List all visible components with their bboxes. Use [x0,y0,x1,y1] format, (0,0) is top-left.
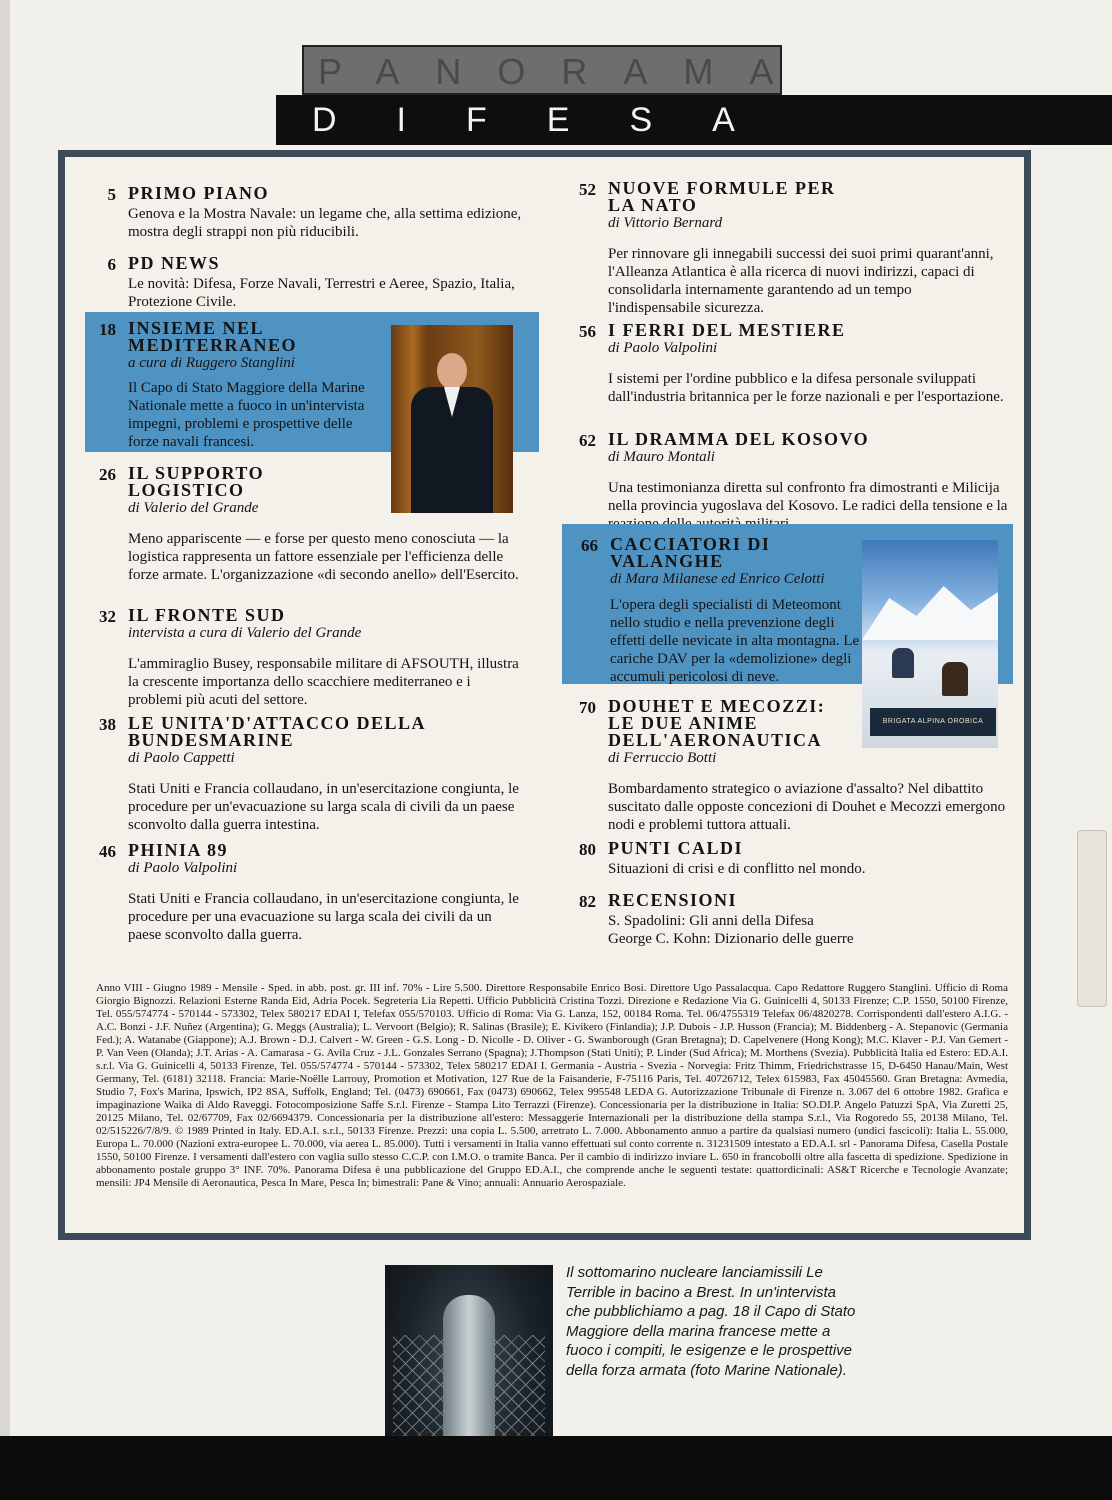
article-author: di Mauro Montali [608,449,715,465]
toc-entry-52[interactable] [538,180,1008,317]
article-title: PD NEWS [128,253,221,273]
photo-mountain [862,580,998,640]
toc-entry-80[interactable] [538,840,1008,878]
toc-entry-6[interactable] [58,255,528,311]
article-summary: Per rinnovare gli innegabili successi dei suoi primi quarant'anni, l'Alleanza Atlantica è alla ricerca di nuovi indirizzi, capaci di consolidarla internamente garantendo ad un tempo l'indispensabile sicurezza. [608,246,994,316]
article-summary: I sistemi per l'ordine pubblico e la difesa personale sviluppati dall'industria britannica per le forze nazionali e per l'esportazione. [608,371,1004,405]
article-summary: Una testimonianza diretta sul confronto fra dimostranti e Milicija nella provincia yugoslava del Kosovo. Le radici della tensione e la [608,480,1008,514]
article-author: intervista a cura di Valerio del Grande [128,625,362,641]
page-number: 18 [99,320,116,339]
article-title: LE UNITA'D'ATTACCO DELLA BUNDESMARINE [128,713,426,750]
toc-entry-70[interactable] [538,698,1008,834]
article-summary: Il Capo di Stato Maggiore della Marine Nationale mette a fuoco in un'intervista impegni, problemi e prospettive delle forze navali francesi. [128,380,365,450]
page-number: 80 [579,840,596,859]
article-title: PHINIA 89 [128,840,229,860]
page-number: 52 [579,180,596,199]
article-title: PUNTI CALDI [608,838,744,858]
page-number: 32 [99,607,116,626]
page-edge [0,0,10,1500]
photo-figure [942,662,968,696]
photo-sign: BRIGATA ALPINA OROBICA [870,708,996,736]
page-number: 56 [579,322,596,341]
article-summary: Meno appariscente — e forse per questo meno conosciuta — la logistica rappresenta un fattore essenziale per l'efficienza delle forze armate. L'organizzazione «di secondo anello» dell'Esercito. [128,531,519,583]
toc-entry-62[interactable] [538,431,1008,533]
page-number: 5 [107,185,116,204]
toc-entry-46[interactable] [58,842,528,944]
article-author: di Mara Milanese ed Enrico Celotti [610,571,825,587]
toc-entry-38[interactable] [58,715,528,834]
page-number: 6 [107,255,116,274]
masthead-difesa: DIFESA [276,95,1112,145]
article-title: PRIMO PIANO [128,183,269,203]
article-title: I FERRI DEL MESTIERE [608,320,846,340]
toc-entry-26[interactable] [58,465,528,584]
photo-caption: Il sottomarino nucleare lanciamissili Le Terrible in bacino a Brest. In un'intervista che pubblichiamo a pag. 18 il Capo di Stato Maggiore della marina francese mette a fuoco i compiti, le esigenze e le prospettive della forza armata (foto Marine Nationale). [566,1264,856,1379]
toc-entry-82[interactable] [538,892,1008,948]
article-summary: Stati Uniti e Francia collaudano, in un'esercitazione congiunta, le procedure per un'evacuazione su larga scala di civili da un paese sconvolto dalla guerra intestina. [128,781,519,833]
article-summary: Situazioni di crisi e di conflitto nel mondo. [608,861,866,877]
page-number: 70 [579,698,596,717]
toc-entry-56[interactable] [538,322,1008,406]
toc-entry-5[interactable] [58,185,528,241]
article-author: di Paolo Cappetti [128,750,235,766]
article-summary: Le novità: Difesa, Forze Navali, Terrestri e Aeree, Spazio, Italia, Protezione Civile. [128,276,515,310]
article-title: IL SUPPORTO LOGISTICO [128,463,265,500]
article-title: IL DRAMMA DEL KOSOVO [608,429,870,449]
page-number: 82 [579,892,596,911]
photo-figure-head [437,353,467,389]
article-summary: Genova e la Mostra Navale: un legame che, alla settima edizione, mostra degli strappi non più riducibili. [128,206,522,240]
article-author: di Paolo Valpolini [608,340,718,356]
article-summary: Bombardamento strategico o aviazione d'assalto? Nel dibattito suscitato dalle opposte concezioni di Douhet e Mecozzi emergono nodi e problemi tuttora attuali. [608,781,1006,833]
article-summary: Stati Uniti e Francia collaudano, in un'esercitazione congiunta, le procedure per una evacuazione su larga scala dei civili da un paese sconvolto dalla guerra. [128,891,519,943]
colophon: Anno VIII - Giugno 1989 - Mensile - Sped. in abb. post. gr. III inf. 70% - Lire 5.500. Direttore Responsabile Enrico Bosi. Direttore Ugo Passalacqua. Capo Redattore Ruggero Stanglini. Ufficio di Roma Giorgio Bignozzi. Relazioni Esterne Randa Eid, Adria Pocek. Segreteria Lia Repetti. Ufficio Pubblicità Cristina Tozzi. Direzione e Redazione Via G. Guinicelli 4, 50133 Firenze; C.P. 1550, 50100 Firenze, Tel. 055/574774 - 570144 - 573302, Telex 580217 EDAI I, Telefax 055/570103. Ufficio di Roma: Via G. Lanza, 152, 00184 Roma. Tel. 06/4755319 Telefax 06/4820278. Corrispondenti dall'estero A.I.G. - A.C. Bonzi - J.F. Nuñez (Argentina); G. Meggs (Australia); L. Vervoort (Belgio); R. Salinas (Brasile); E. Kivikero (Finlandia); J.P. Dubois - J.P. Husson (Francia); M. Biddenberg - A. Stepanovic (Germania Fed.); A. Watanabe (Giappone); A.J. Brown - D.J. Calvert - W. Green - G.S. Long - D. Nicolle - D. Oliver - G. Swanborough (Gran Bretagna); D. Capelvenere (Hong Kong); M.C. Klaver - P.J. Van Gemert - P. Van Veen (Olanda); J.T. Arias - A. Camarasa - G. Avila Cruz - J.L. Gonzales Serrano (Spagna); J.Thompson (Stati Uniti); P. Linder (Sud Africa); M. Morthens (Svezia). Pubblicità Italia ed Estero: ED.A.I. s.r.l. Via G. Guinicelli 4, 50133 Firenze, Tel. 055/574774 - 570144 - 573302, Telex 580217 EDAI I. Germania - Austria - Svezia - Norvegia: Fritz Thimm, Friedrichstrasse 15, D-6450 Hanau/Main, West Germany, Tel. (6181) 32118. Francia: Marie-Noëlle Larrouy, Promotion et Motivation, 127 Rue de la Faisanderie, F-75116 Paris, Tel. 40726712, Telex 615983, Fax 45045560. Gran Bretagna: Avmedia, Studio 7, Fox's Marina, Ipswich, IP2 8SA, Suffolk, England; Tel. (0473) 690661, Fax (0473) 690662, Telex 995548 LEDA G. Autorizzazione Tribunale di Firenze n. 3.067 del 6 ottobre 1982. Grafica e impaginazione Waika di Aldo Raveggi. Fotocomposizione Saffe S.r.l. Firenze - Stampa Lito Terrazzi (Firenze). Concessionaria per la distribuzione in Italia: SO.DI.P. Angelo Patuzzi SpA, Via Zuretti 25, 20125 Milano, Tel. 02/67709, Fax 02/6694379. Concessionaria per la distribuzione all'estero: Messaggerie Internazionali per la distribuzione della stampa S.r.l., Via Rogoredo 55, 20138 Milano, Tel. 02/515226/7/8/9. © 1989 Printed in Italy. ED.A.I. s.r.l., 50133 Firenze. Prezzi: una copia L. 5.500, arretrato L. 7.000. Abbonamento annuo a partire da qualsiasi numero (undici fascicoli): Italia L. 55.000, Europa L. 70.000 (Nazioni extra-europee L. 70.000, via aerea L. 85.000). Tutti i versamenti in Italia vanno effettuati sul conto corrente n. 31231509 intestato a ED.A.I. srl - Panorama Difesa, Casella Postale 1550, 50100 Firenze. I versamenti dall'estero con vaglia sullo stesso C.C.P. con I.M.O. o tramite Banca. Per il cambio di indirizzo inviare L. 650 in francobolli oltre alla fascetta di spedizione. Spedizione in abbonamento postale gruppo 3° INF. 70%. Panorama Difesa è una pubblicazione del Gruppo ED.A.I., che comprende anche le seguenti testate: quattordicinali: AS&T Ricerche e Tecnologie Avanzate; mensili: JP4 Mensile di Aeronautica, Pesca In Mare, Pesca In; bimestrali: Pane & Vino; annuali: Annuario Aerospaziale. [96,982,1008,1189]
article-title: CACCIATORI DI VALANGHE [610,534,771,571]
article-title: INSIEME NEL MEDITERRANEO [128,318,298,355]
article-summary: S. Spadolini: Gli anni della Difesa George C. Kohn: Dizionario delle guerre [608,913,854,947]
masthead-panorama: PANORAMA [302,45,782,95]
bottom-bar [0,1436,1112,1500]
page-number: 66 [581,536,598,555]
page-number: 46 [99,842,116,861]
article-summary: L'ammiraglio Busey, responsabile militare di AFSOUTH, illustra la crescente importanza dello scacchiere mediterraneo e i problemi più acuti del settore. [128,656,519,708]
article-summary: L'opera degli specialisti di Meteomont nello studio e nella prevenzione degli effetti delle nevicate in alta montagna. Le cariche DAV per la «demolizione» degli accumuli pericolosi di neve. [610,597,860,685]
article-author: di Vittorio Bernard [608,215,723,231]
toc-entry-32[interactable] [58,607,528,709]
article-title: IL FRONTE SUD [128,605,286,625]
page-number: 38 [99,715,116,734]
article-author: di Ferruccio Botti [608,750,717,766]
photo-figure [892,648,914,678]
page-tab [1077,830,1107,1007]
article-author: a cura di Ruggero Stanglini [128,355,295,371]
article-author: di Paolo Valpolini [128,860,238,876]
article-title: NUOVE FORMULE PER LA NATO [608,178,836,215]
article-author: di Valerio del Grande [128,500,259,516]
page-number: 62 [579,431,596,450]
article-title: DOUHET E MECOZZI: LE DUE ANIME DELL'AERONAUTICA [608,696,826,750]
page-number: 26 [99,465,116,484]
article-title: RECENSIONI [608,890,738,910]
